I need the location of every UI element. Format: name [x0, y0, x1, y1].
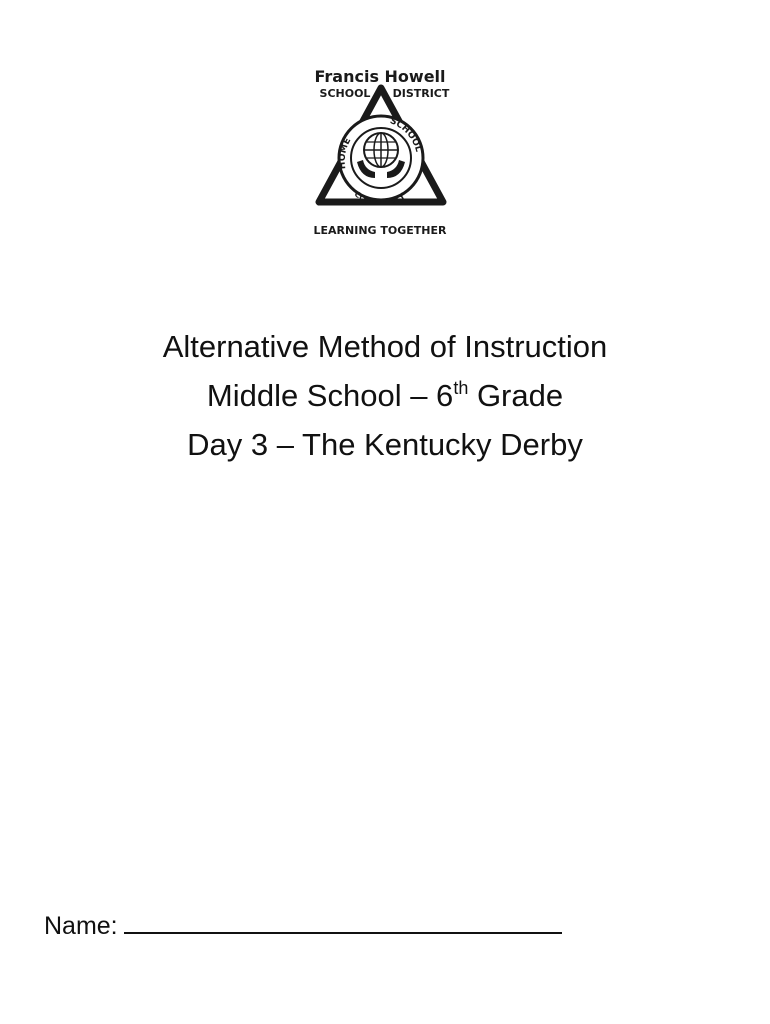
- logo-line1: Francis Howell: [314, 67, 446, 86]
- title-line-2-superscript: th: [453, 378, 469, 398]
- name-label: Name:: [44, 912, 118, 940]
- title-line-2: [0, 371, 770, 420]
- logo-tagline: LEARNING TOGETHER: [313, 224, 447, 237]
- logo-arc-left: HOME: [337, 136, 354, 170]
- title-line-2-suffix: Grade: [468, 378, 564, 413]
- document-title: [0, 322, 770, 469]
- title-line-1: Alternative Method of Instruction: [162, 329, 608, 364]
- title-line-3: Day 3 – The Kentucky Derby: [187, 427, 583, 462]
- logo-arc-right: SCHOOL: [388, 116, 424, 154]
- logo-line2-right: DISTRICT: [392, 87, 450, 100]
- school-district-logo: [305, 62, 455, 242]
- title-line-2-prefix: Middle School – 6: [206, 378, 454, 413]
- logo-line2-left: SCHOOL: [319, 87, 371, 100]
- name-blank-line[interactable]: [124, 910, 562, 934]
- logo-arc-bottom: COMMUNITY: [352, 189, 407, 208]
- name-field: [44, 910, 562, 941]
- logo-graphic: [305, 62, 455, 242]
